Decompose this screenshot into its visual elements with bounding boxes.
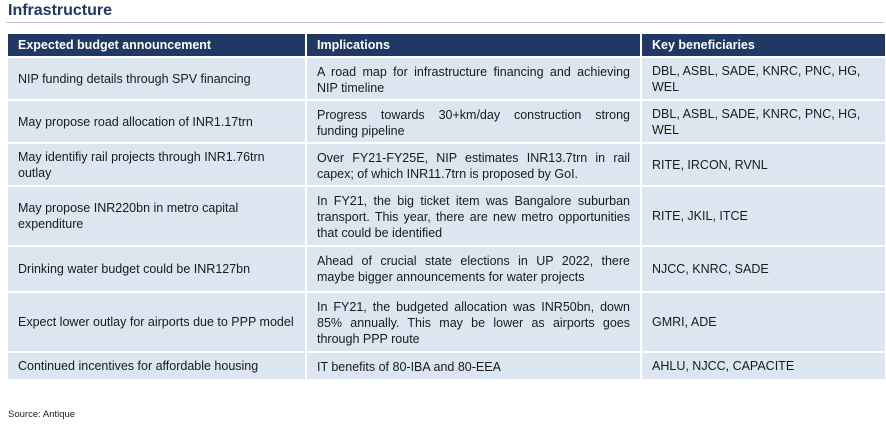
beneficiaries-cell: DBL, ASBL, SADE, KNRC, PNC, HG, WEL [642, 58, 885, 99]
infrastructure-table [6, 32, 886, 381]
announcement-cell: Expect lower outlay for airports due to PPP model [8, 293, 305, 351]
title-divider [6, 22, 884, 23]
beneficiaries-cell: RITE, IRCON, RVNL [642, 144, 885, 185]
table-header-row [8, 34, 885, 56]
table-row [8, 101, 885, 142]
table-row [8, 353, 885, 379]
announcement-cell: Continued incentives for affordable housing [8, 353, 305, 379]
beneficiaries-cell: GMRI, ADE [642, 293, 885, 351]
beneficiaries-cell: AHLU, NJCC, CAPACITE [642, 353, 885, 379]
table-row [8, 187, 885, 245]
announcement-cell: May propose road allocation of INR1.17trn [8, 101, 305, 142]
beneficiaries-cell: NJCC, KNRC, SADE [642, 247, 885, 291]
implication-cell: IT benefits of 80-IBA and 80-EEA [307, 353, 640, 379]
implication-cell: Ahead of crucial state elections in UP 2022, there maybe bigger announcements for water projects [307, 247, 640, 291]
column-header-implications: Implications [307, 34, 640, 56]
table-row [8, 58, 885, 99]
column-header-beneficiaries: Key beneficiaries [642, 34, 885, 56]
announcement-cell: NIP funding details through SPV financing [8, 58, 305, 99]
announcement-cell: May propose INR220bn in metro capital expenditure [8, 187, 305, 245]
implication-cell: A road map for infrastructure financing and achieving NIP timeline [307, 58, 640, 99]
column-header-announcement: Expected budget announcement [8, 34, 305, 56]
beneficiaries-cell: DBL, ASBL, SADE, KNRC, PNC, HG, WEL [642, 101, 885, 142]
beneficiaries-cell: RITE, JKIL, ITCE [642, 187, 885, 245]
source-note: Source: Antique [8, 409, 76, 420]
announcement-cell: Drinking water budget could be INR127bn [8, 247, 305, 291]
table-row [8, 144, 885, 185]
announcement-cell: May identifiy rail projects through INR1.76trn outlay [8, 144, 305, 185]
implication-cell: Progress towards 30+km/day construction strong funding pipeline [307, 101, 640, 142]
table-row [8, 293, 885, 351]
implication-cell: In FY21, the big ticket item was Bangalore suburban transport. This year, there are new metro opportunities that could be identified [307, 187, 640, 245]
table-row [8, 247, 885, 291]
implication-cell: Over FY21-FY25E, NIP estimates INR13.7trn in rail capex; of which INR11.7trn is proposed by GoI. [307, 144, 640, 185]
page-title: Infrastructure [8, 2, 113, 19]
implication-cell: In FY21, the budgeted allocation was INR50bn, down 85% annually. This may be lower as airports goes through PPP route [307, 293, 640, 351]
